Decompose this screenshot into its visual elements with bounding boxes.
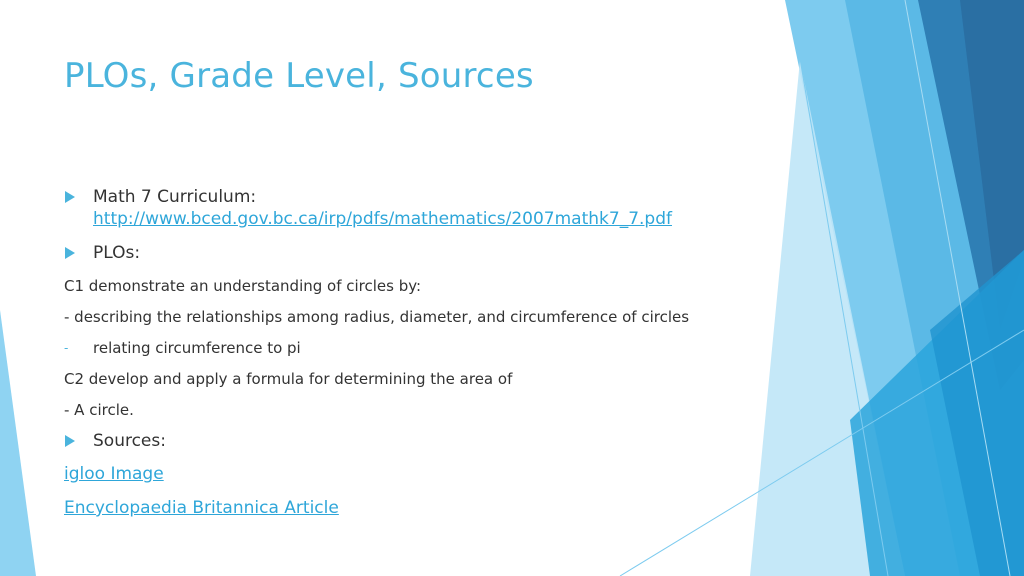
curriculum-link[interactable]: http://www.bced.gov.bc.ca/irp/pdfs/mathematics/2007mathk7_7.pdf [93,209,672,229]
source-link-igloo-image[interactable]: igloo Image [64,464,164,484]
slide-title: PLOs, Grade Level, Sources [64,56,534,96]
source-link-britannica-article[interactable]: Encyclopaedia Britannica Article [64,498,339,518]
dash-marker: - [64,341,69,355]
slide-content [64,186,764,519]
bullet-plos [64,242,764,264]
plo-c1-item1: - describing the relationships among radius, diameter, and circumference of circles [64,308,690,326]
bullet-curriculum [64,186,764,230]
plo-c2-item1: - A circle. [64,401,134,419]
plo-c1: C1 demonstrate an understanding of circles by: [64,277,422,295]
sources-label: Sources: [93,431,166,451]
bullet-sources [64,430,764,452]
left-edge-shape [0,310,36,576]
plo-c1-item2 [64,338,764,358]
triangle-bullet-icon [65,191,75,203]
plos-label: PLOs: [93,243,141,263]
triangle-bullet-icon [65,247,75,259]
triangle-bullet-icon [65,435,75,447]
plo-c2: C2 develop and apply a formula for determining the area of [64,370,513,388]
source-1 [64,463,764,485]
source-2 [64,497,764,519]
curriculum-label: Math 7 Curriculum: [93,187,257,207]
plo-c1-item2-text: relating circumference to pi [93,339,301,357]
